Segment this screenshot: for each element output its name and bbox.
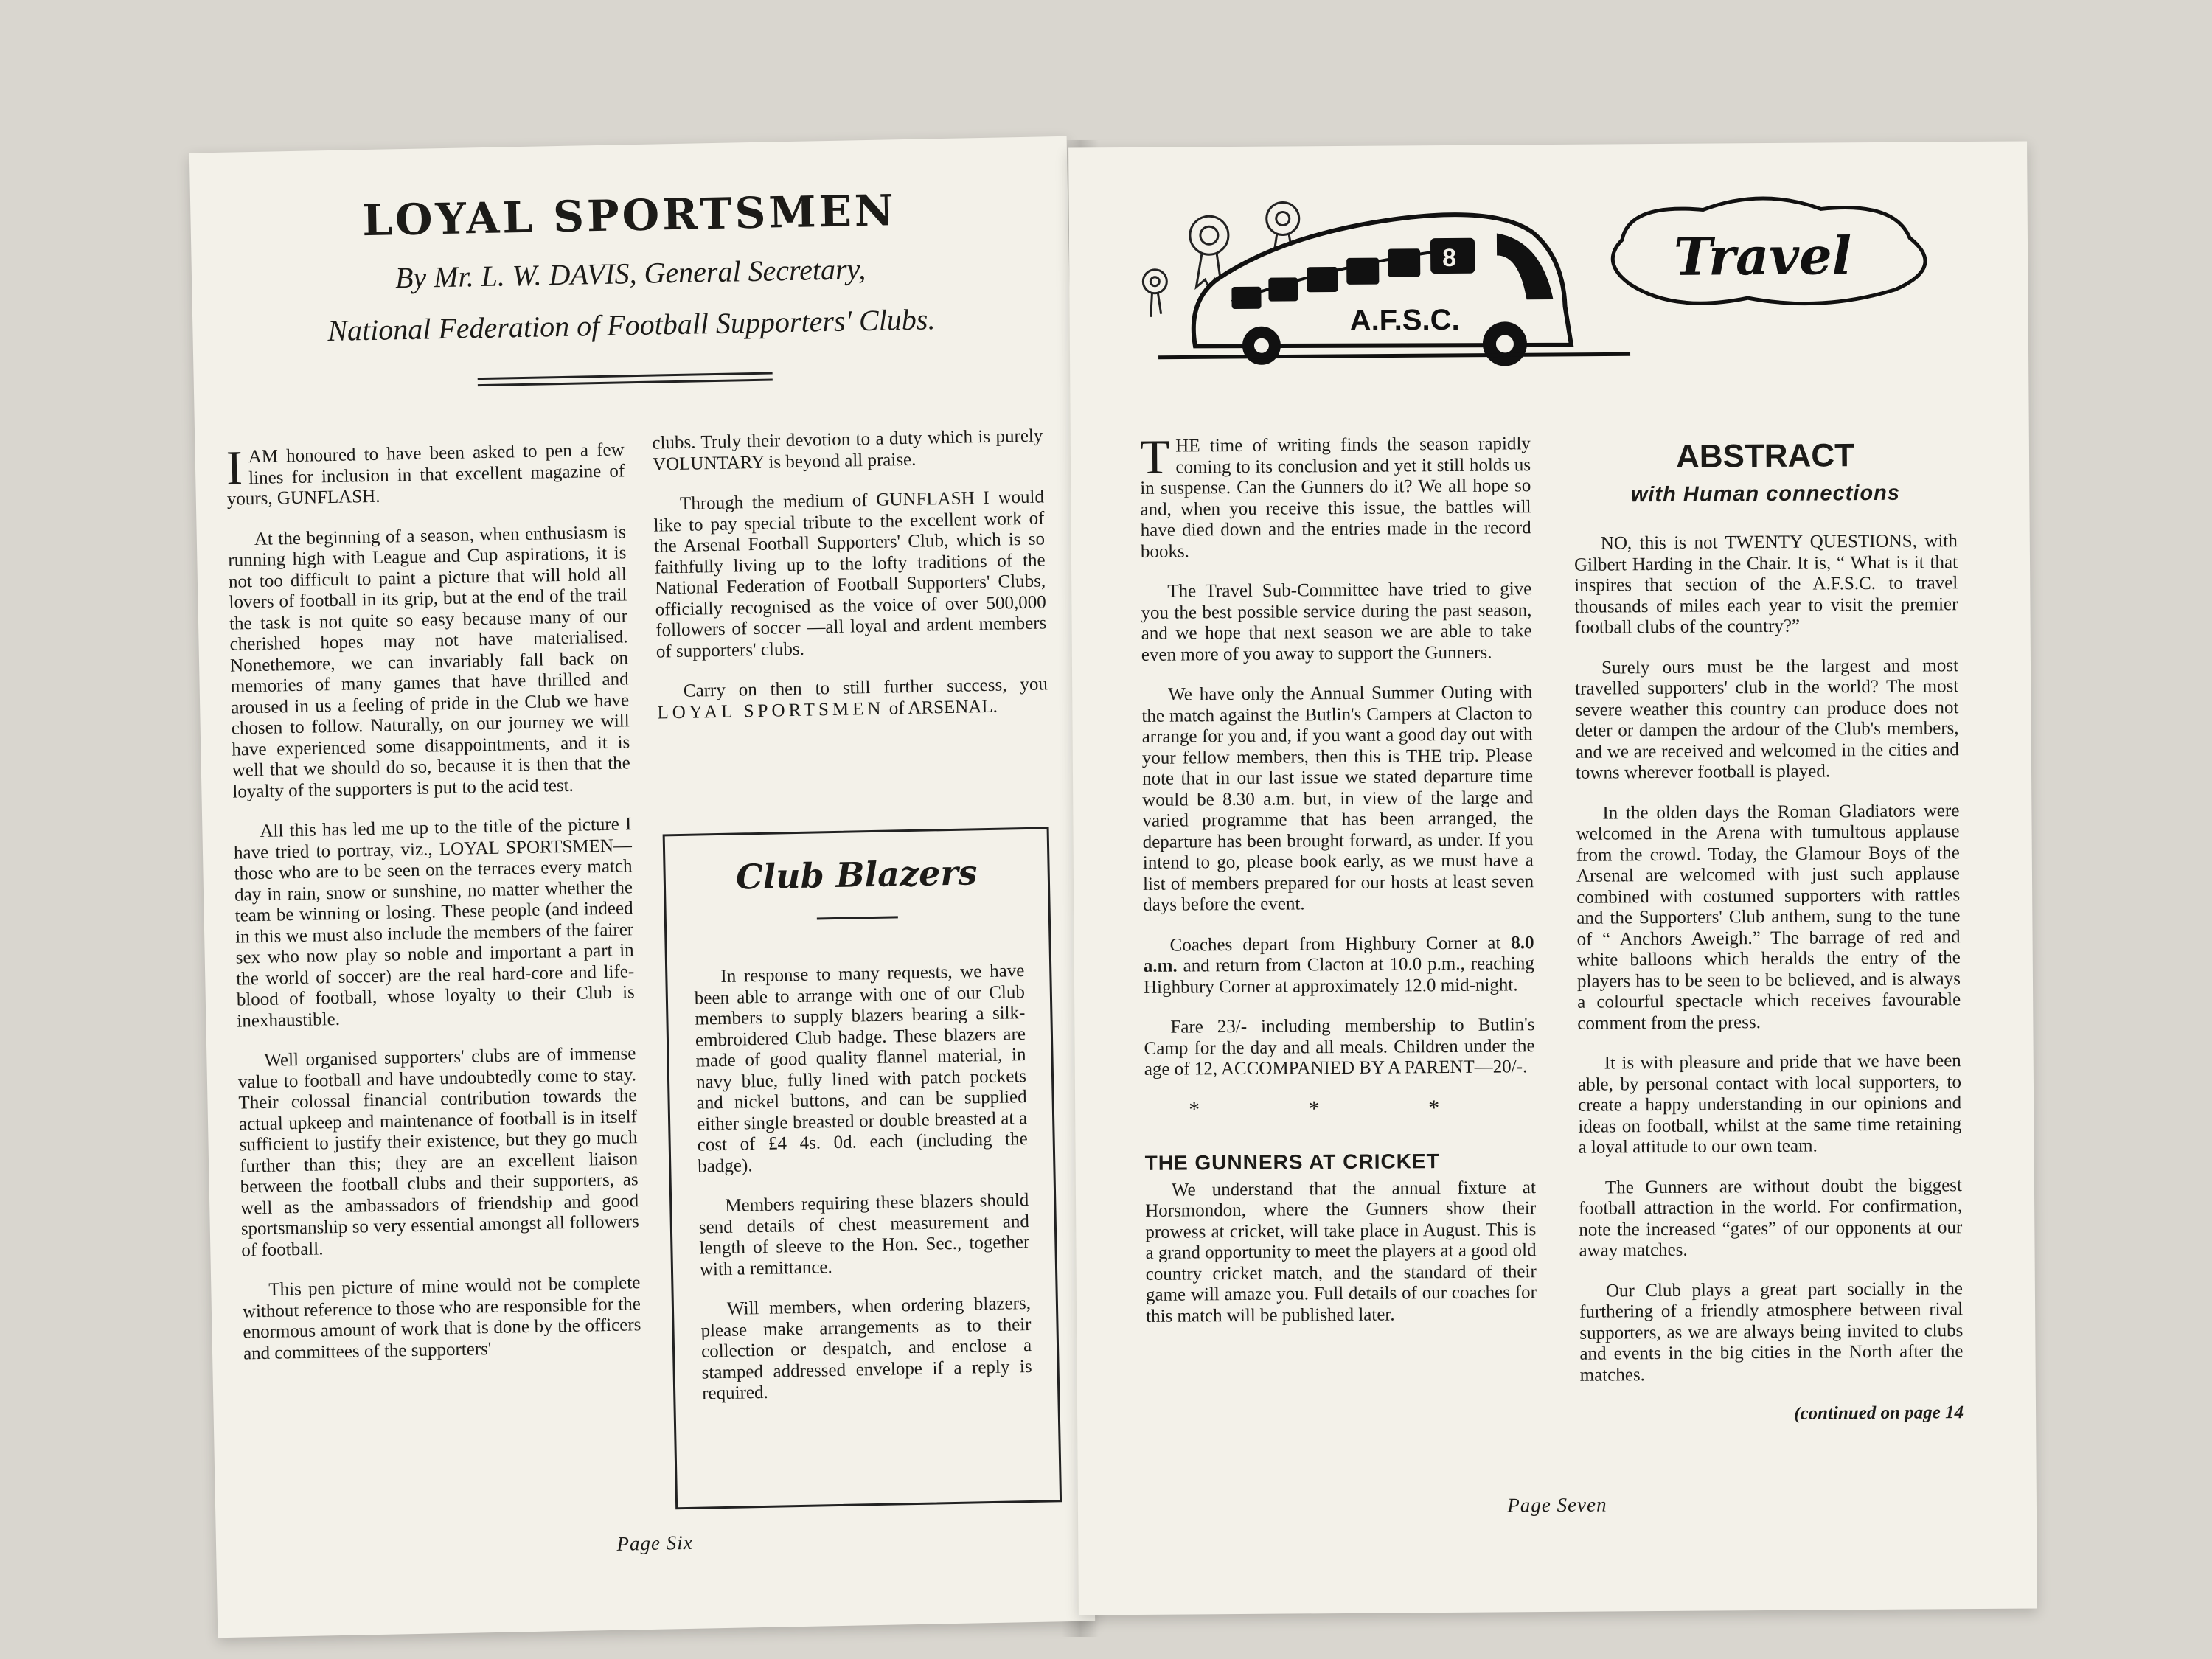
right-column-1 — [1139, 430, 1537, 1346]
box-title-rule — [817, 916, 898, 919]
byline-line-2: National Federation of Football Supporters' Clubs. — [327, 302, 936, 348]
left-column-2 — [652, 425, 1048, 742]
abstract-subheading: with Human connections — [1630, 481, 1901, 507]
paragraph: The Gunners are without doubt the biggest football attraction in the world. For confirmation, note the increased “gates” of our opponents at our away matches. — [1579, 1175, 1963, 1261]
paragraph-text: and return from Clacton at 10.0 p.m., reaching Highbury Corner at approximately 12.0 mid-night. — [1143, 953, 1534, 998]
right-column-2 — [1574, 531, 1964, 1426]
paragraph: We understand that the annual fixture at Horsmondon, where the Gunners show their prowess at cricket, will take place in August. This is a grand opportunity to meet the players at a good old country cricket match, and the standard of their game will amaze you. Full details of our coaches for this match will be published later. — [1145, 1177, 1537, 1326]
bus-number: 8 — [1441, 243, 1457, 273]
box-title: Club Blazers — [735, 852, 978, 897]
paragraph-text: Coaches depart from Highbury Corner at — [1169, 932, 1501, 956]
paragraph: Fare 23/- including membership to Butlin's Camp for the day and all meals. Children under the age of 12, ACCOMPANIED BY A PARENT—20/-. — [1144, 1015, 1535, 1079]
paragraph: At the beginning of a season, when enthusiasm is running high with League and Cup aspirations, it is not too difficult to paint a picture that will hold all lovers of football in its grip, but at the end of the trail the task is not quite so easy because many of our cherished hopes may not have materialised. Nonethemore, we can invariably fall back on memories of many games that have thrilled and aroused in us a feeling of pride in the Club we have chosen to follow. Naturally, on our journey we will have experienced some disappointments, and it is well that we should do so, because it is then that the loyalty of the supporters is put to the acid test. — [228, 521, 631, 802]
cricket-heading: THE GUNNERS AT CRICKET — [1144, 1150, 1440, 1175]
paragraph: In the olden days the Roman Gladiators were welcomed in the Arena with tumultous applause from the crowd. Today, the Glamour Boys of the Arsenal are welcomed with just such applause combined with costumed supporters with rattles and the Supporters' Club anthem, sung to the tune of “ Anchors Aweigh.” The barrage of red and white balloons which heralds the entry of the players has to be seen to be believed, and is always a colourful spectacle which receives favourable comment from the press. — [1576, 800, 1961, 1034]
bus-label: A.F.S.C. — [1349, 303, 1460, 337]
travel-word: Travel — [1673, 225, 1852, 288]
paragraph-text: HE time of writing finds the season rapidly coming to its conclusion and yet it still holds us in suspense. Can the Gunners do it? We all hope so and, when you receive this issue, the battles will have died down and the entries made in the record books. — [1140, 434, 1531, 562]
paragraph: Through the medium of GUNFLASH I would like to pay special tribute to the excellent work of the Arsenal Football Supporters' Club, which is so faithfully living up to the lofty traditions of the National Federation of Football Supporters' Clubs, officially recognised as the voice of over 500,000 followers of soccer —all loyal and ardent members of supporters' clubs. — [653, 487, 1047, 662]
drop-cap: T — [1139, 430, 1170, 484]
travel-banner — [1113, 186, 1955, 369]
continued-note: (continued on page 14 — [1794, 1402, 1964, 1424]
paragraph: NO, this is not TWENTY QUESTIONS, with Gilbert Harding in the Chair. It is, “ What is it that inspires that section of the A.F.S.C. to travel thousands of miles each year to visit the premier football clubs of the country?” — [1573, 531, 1958, 638]
left-page — [189, 136, 1095, 1638]
byline-line-1: By Mr. L. W. DAVIS, General Secretary, — [394, 252, 866, 295]
paragraph: clubs. Truly their devotion to a duty which is purely VOLUNTARY is beyond all praise. — [652, 425, 1043, 475]
article-title: LOYAL SPORTSMEN — [361, 185, 897, 246]
paragraph — [226, 439, 625, 510]
paragraph: Members requiring these blazers should send details of chest measurement and length of sleeve to the Hon. Sec., together with a remittance. — [698, 1190, 1030, 1280]
paragraph: Our Club plays a great part socially in the furthering of a friendly atmosphere between rival supporters, as we are always being invited to clubs and events in the big cities in the North after the matches. — [1579, 1278, 1964, 1385]
page-number: Page Six — [616, 1531, 693, 1555]
left-column-1 — [226, 439, 641, 1383]
paragraph — [657, 674, 1048, 723]
club-blazers-box — [663, 827, 1062, 1509]
bold-time: 8.0 a.m. — [1143, 932, 1534, 976]
drop-cap: I — [226, 441, 243, 495]
paragraph: All this has led me up to the title of the picture I have tried to portray, viz., LOYAL SPORTSMEN—those who are to be seen on the terraces every match day in rain, snow or sunshine, no matter whether the team be winning or losing. These people (and indeed in this we must also include the members of the fairer sex who now play so noble and important a part in the world of soccer) are the real hard-core and life-blood of football, whose loyalty to their Club is inexhaustible. — [233, 814, 635, 1032]
paragraph-text: AM honoured to have been asked to pen a few lines for inclusion in that excellent magazine of yours, GUNFLASH. — [226, 439, 625, 509]
right-page — [1068, 141, 2037, 1615]
paragraph: It is with pleasure and pride that we have been able, by personal contact with local supporters, to create a happy understanding in our opinions and ideas on football, whilst at the same time retaining a loyal attitude to our own team. — [1577, 1051, 1962, 1158]
page-number: Page Seven — [1507, 1493, 1607, 1517]
paragraph: Will members, when ordering blazers, please make arrangements as to their collection or despatch, and enclose a stamped addressed envelope if a reply is required. — [700, 1293, 1032, 1404]
paragraph: We have only the Annual Summer Outing with the match against the Butlin's Campers at Clacton to arrange for you and, if you want a good day out with your fellow members, then this is THE trip. Please note that in our last issue we stated departure time would be 8.30 a.m. but, in view of the large and varied programme that has been arranged, the departure has been brought forward, as under. If you intend to go, please book early, as we must have a list of members prepared for our hosts at least seven days before the event. — [1141, 682, 1534, 915]
paragraph: This pen picture of mine would not be complete without reference to those who are responsible for the enormous amount of work that is done by the officers and committees of the supporters' — [242, 1273, 641, 1363]
byline — [191, 240, 1070, 360]
paragraph: Surely ours must be the largest and most travelled supporters' club in the world? The most severe weather this country can produce does not deter or dampen the ardour of the Club's members, and we are received and welcomed in the cities and towns wherever football is played. — [1575, 655, 1959, 783]
abstract-heading: ABSTRACT — [1675, 437, 1855, 475]
paragraph — [1139, 430, 1531, 563]
paragraph: The Travel Sub-Committee have tried to give you the best possible service during the past season, and we hope that next season we are able to take even more of you away to support the Gunners. — [1141, 579, 1532, 665]
emphasis-text: LOYAL SPORTSMEN — [657, 698, 885, 723]
title-double-rule — [478, 372, 773, 386]
section-divider-stars: * * * — [1189, 1095, 1492, 1121]
paragraph-text: Carry on then to still further success, you — [683, 674, 1048, 701]
box-body — [694, 961, 1033, 1424]
paragraph-text: of ARSENAL. — [888, 696, 998, 719]
paragraph — [1144, 933, 1535, 998]
paragraph: In response to many requests, we have been able to arrange with one of our Club members to supply blazers bearing a silk-embroidered Club badge. These blazers are made of good quality flannel material, in navy blue, fully lined with patch pockets and nickel buttons, and can be supplied either single breasted or double breasted at a cost of £4 4s. 0d. each (including the badge). — [694, 961, 1028, 1177]
paragraph: Well organised supporters' clubs are of immense value to football and have undoubtedly come to stay. Their colossal financial contribution towards the actual upkeep and maintenance of football is in itself sufficient to justify their existence, but they go much further than this; they are an excellent liaison between the football clubs and their supporters, as well as the ambassadors of friendship and good sportsmanship so very essential amongst all followers of football. — [237, 1043, 639, 1261]
